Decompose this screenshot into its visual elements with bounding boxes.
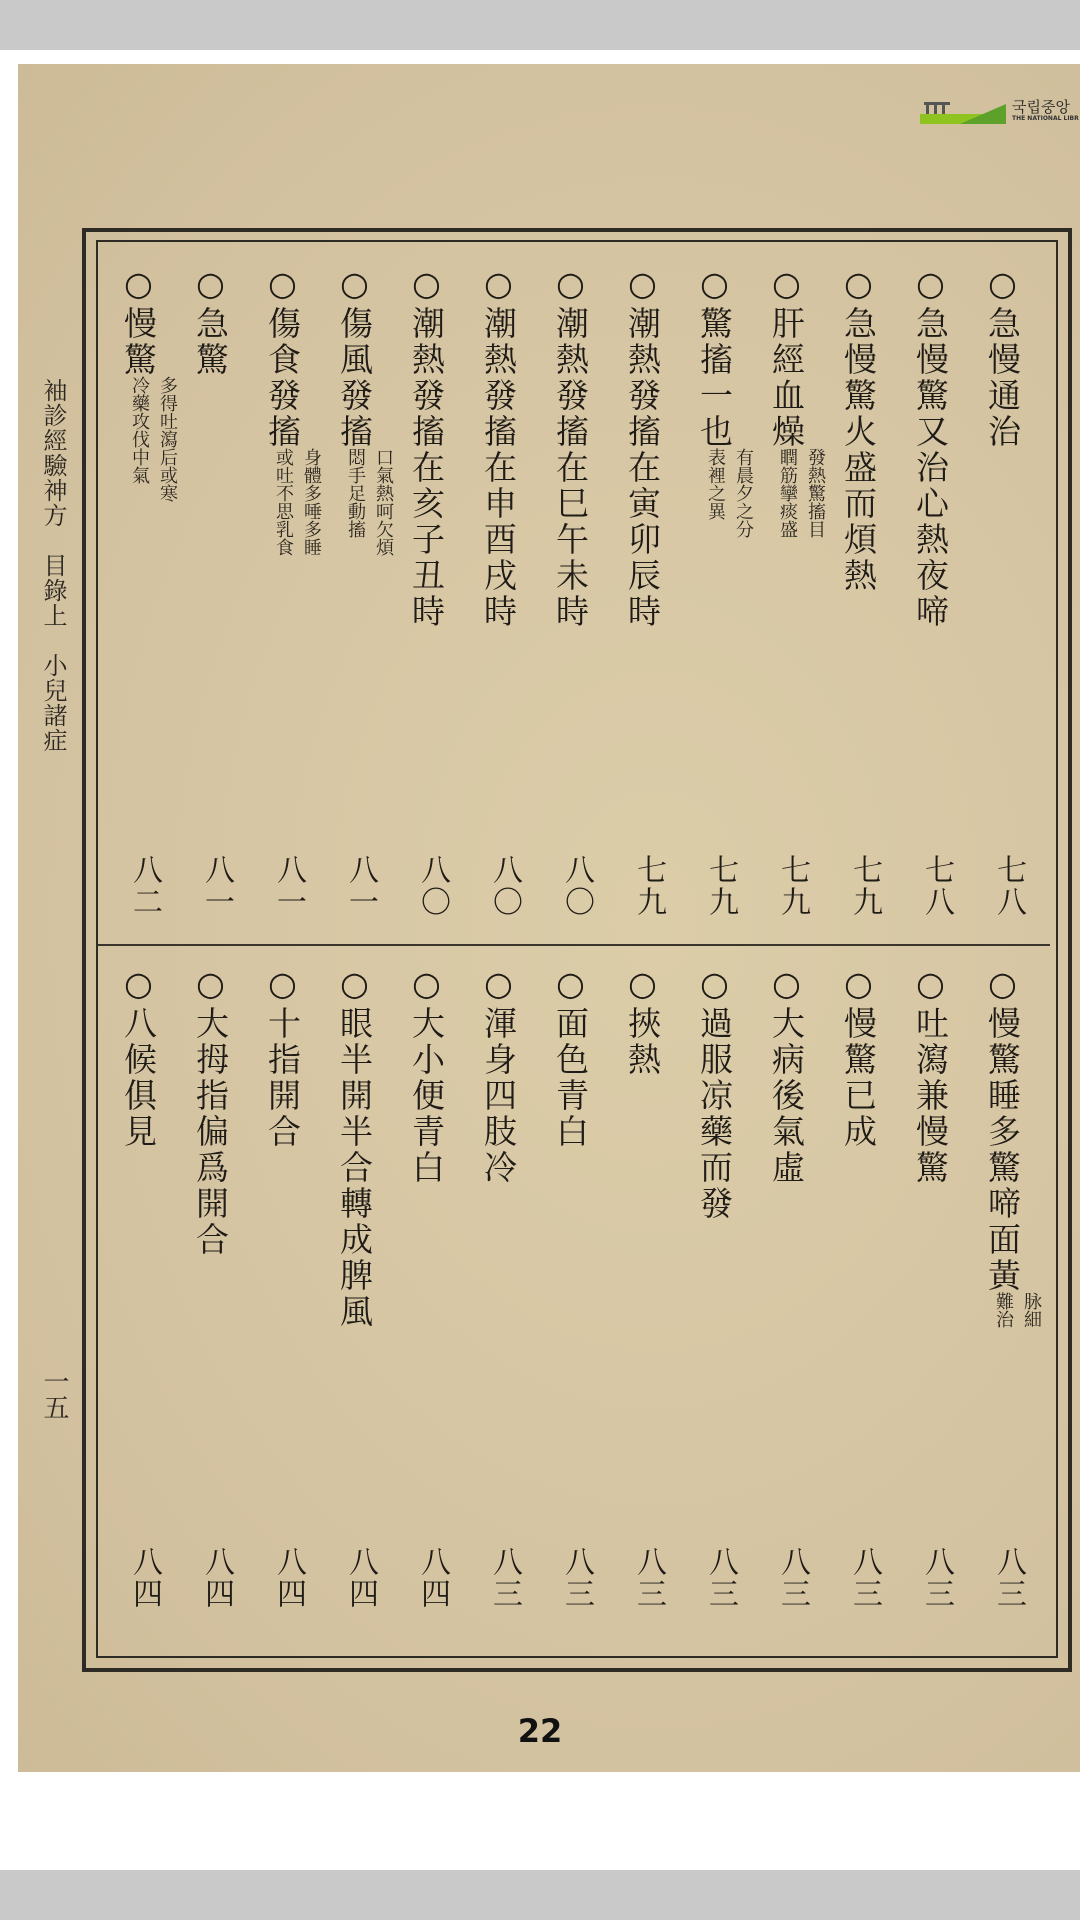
- toc-entry-note: [270, 448, 324, 556]
- toc-entry-page: 七八: [919, 854, 954, 918]
- toc-entry-title: ○驚搐一也: [695, 264, 734, 450]
- toc-entry-page: 八四: [271, 1546, 306, 1610]
- toc-entry-title: ○潮熱發搐在亥子丑時: [407, 264, 446, 630]
- toc-entry-page: 八三: [631, 1546, 666, 1610]
- toc-entry-title: ○潮熱發搐在申酉戌時: [479, 264, 518, 630]
- toc-entry-title: ○肝經血燥: [767, 264, 806, 450]
- toc-entry-note: [990, 1292, 1044, 1328]
- toc-note-line: 或吐不思乳食: [273, 448, 294, 556]
- toc-entry-title: ○潮熱發搐在寅卯辰時: [623, 264, 662, 630]
- toc-entry-page: 八四: [127, 1546, 162, 1610]
- toc-entry-title: ○急驚: [191, 264, 230, 378]
- toc-entry-note: [126, 376, 180, 502]
- toc-entry-page: 八三: [919, 1546, 954, 1610]
- folio-number: 一五: [39, 1368, 69, 1420]
- toc-entry-title: ○傷風發搐: [335, 264, 374, 450]
- toc-column: [335, 264, 398, 1664]
- toc-entry-title: ○十指開合: [263, 964, 302, 1150]
- toc-entry-title: ○傷食發搐: [263, 264, 302, 450]
- toc-entry-title: ○急慢驚火盛而煩熱: [839, 264, 878, 594]
- toc-entry-page: 八〇: [415, 854, 450, 918]
- toc-column: [479, 264, 542, 1664]
- toc-entry-note: [702, 448, 756, 538]
- toc-entry-page: 八四: [199, 1546, 234, 1610]
- page-number: 22: [517, 1712, 563, 1750]
- toc-entry-title: ○眼半開半合轉成脾風: [335, 964, 374, 1330]
- toc-entry-title: ○急慢驚又治心熱夜啼: [911, 264, 950, 630]
- toc-column: [767, 264, 830, 1664]
- library-logo-korean: 국립중앙: [1012, 98, 1070, 116]
- toc-entry-title: ○八候俱見: [119, 964, 158, 1150]
- toc-note-line: 發熱驚搐目: [805, 448, 826, 538]
- toc-entry-page: 八三: [559, 1546, 594, 1610]
- toc-entry-page: 七八: [991, 854, 1026, 918]
- toc-entry-page: 八〇: [487, 854, 522, 918]
- toc-column: [839, 264, 902, 1664]
- toc-entry-note: [774, 448, 828, 538]
- toc-entry-page: 八三: [703, 1546, 738, 1610]
- library-logo-english: THE NATIONAL LIBR: [1012, 115, 1079, 122]
- toc-entry-note: [342, 448, 396, 556]
- toc-note-line: 瞤筋攣痰盛: [777, 448, 798, 538]
- toc-entry-title: ○大病後氣虛: [767, 964, 806, 1186]
- toc-entry-page: 八三: [847, 1546, 882, 1610]
- library-logo: [920, 96, 1080, 130]
- library-logo-mark-icon: [920, 100, 1006, 124]
- toc-entry-title: ○慢驚已成: [839, 964, 878, 1150]
- toc-entry-page: 八〇: [559, 854, 594, 918]
- toc-entry-page: 七九: [703, 854, 738, 918]
- toc-entry-title: ○渾身四肢冷: [479, 964, 518, 1186]
- toc-entry-page: 七九: [631, 854, 666, 918]
- toc-entry-title: ○慢驚: [119, 264, 158, 378]
- toc-entry-title: ○面色青白: [551, 964, 590, 1150]
- toc-entry-page: 八一: [199, 854, 234, 918]
- toc-note-line: 難治: [993, 1292, 1014, 1328]
- toc-note-line: 多得吐瀉后或寒: [157, 376, 178, 502]
- toc-entry-page: 八一: [271, 854, 306, 918]
- toc-entry-title: ○大小便青白: [407, 964, 446, 1186]
- toc-note-line: 口氣熱呵欠煩: [373, 448, 394, 556]
- toc-note-line: 悶手足動搐: [345, 448, 366, 538]
- toc-note-line: 冷藥攻伐中氣: [129, 376, 150, 484]
- running-head: 袖診經驗神方 目錄上 小兒諸症: [39, 378, 67, 753]
- toc-entry-page: 八一: [343, 854, 378, 918]
- toc-column: [695, 264, 758, 1664]
- toc-note-line: 身體多唾多睡: [301, 448, 322, 556]
- viewer-bottom-bar: [0, 1870, 1080, 1920]
- toc-note-line: 脉細: [1021, 1292, 1042, 1328]
- toc-column: [191, 264, 254, 1664]
- toc-entry-page: 八二: [127, 854, 162, 918]
- toc-entry-page: 八三: [991, 1546, 1026, 1610]
- toc-note-line: 表裡之異: [705, 448, 726, 520]
- toc-column: [263, 264, 326, 1664]
- toc-column: [983, 264, 1046, 1664]
- toc-column: [119, 264, 182, 1664]
- toc-entry-page: 七九: [775, 854, 810, 918]
- toc-entry-title: ○挾熱: [623, 964, 662, 1078]
- toc-entry-title: ○吐瀉兼慢驚: [911, 964, 950, 1186]
- viewer-top-bar: [0, 0, 1080, 50]
- toc-entry-title: ○過服凉藥而發: [695, 964, 734, 1222]
- toc-column: [551, 264, 614, 1664]
- toc-note-line: 有晨夕之分: [733, 448, 754, 538]
- toc-entry-title: ○慢驚睡多驚啼面黃: [983, 964, 1022, 1294]
- toc-entry-page: 七九: [847, 854, 882, 918]
- toc-column: [407, 264, 470, 1664]
- toc-entry-page: 八四: [343, 1546, 378, 1610]
- toc-column: [911, 264, 974, 1664]
- toc-entry-title: ○潮熱發搐在巳午未時: [551, 264, 590, 630]
- toc-entry-title: ○大拇指偏爲開合: [191, 964, 230, 1258]
- toc-entry-page: 八三: [487, 1546, 522, 1610]
- toc-column: [623, 264, 686, 1664]
- toc-entry-page: 八四: [415, 1546, 450, 1610]
- toc-entry-page: 八三: [775, 1546, 810, 1610]
- toc-entry-title: ○急慢通治: [983, 264, 1022, 450]
